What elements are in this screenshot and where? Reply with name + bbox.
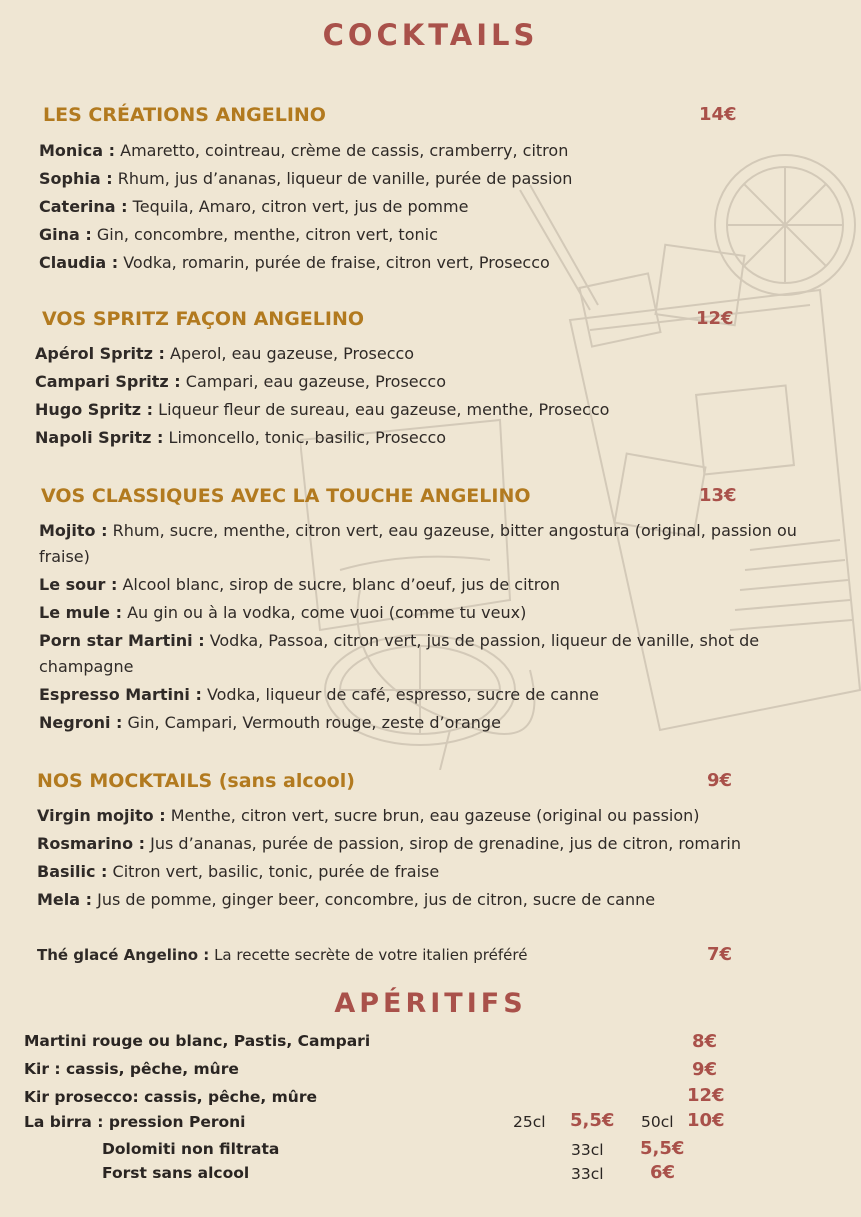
beer-size: 33cl xyxy=(571,1165,604,1183)
list-item: Gina : Gin, concombre, menthe, citron vert, tonic xyxy=(39,225,438,244)
section-price-creations: 14€ xyxy=(699,104,737,125)
section-title-mocktails: NOS MOCKTAILS (sans alcool) xyxy=(37,770,355,792)
list-item: Apérol Spritz : Aperol, eau gazeuse, Prosecco xyxy=(35,344,415,363)
list-item: Sophia : Rhum, jus d’ananas, liqueur de vanille, purée de passion xyxy=(39,169,573,188)
aperitif-item: Kir prosecco: cassis, pêche, mûre xyxy=(24,1088,318,1106)
section-price-mocktails: 9€ xyxy=(707,770,733,791)
birra-price-25: 5,5€ xyxy=(570,1110,615,1131)
birra-label: La birra : pression Peroni xyxy=(24,1113,246,1131)
aperitif-price: 9€ xyxy=(692,1059,718,1080)
list-item: Virgin mojito : Menthe, citron vert, sucre brun, eau gazeuse (original ou passion) xyxy=(37,806,700,825)
list-item: Le mule : Au gin ou à la vodka, come vuoi (comme tu veux) xyxy=(39,603,527,622)
list-item: Campari Spritz : Campari, eau gazeuse, Prosecco xyxy=(35,372,447,391)
list-item: Porn star Martini : Vodka, Passoa, citron vert, jus de passion, liqueur de vanille, shot de champagne xyxy=(39,631,760,676)
list-item: Claudia : Vodka, romarin, purée de fraise, citron vert, Prosecco xyxy=(39,253,550,272)
page-title-aperitifs: APÉRITIFS xyxy=(334,988,527,1019)
beer-price: 6€ xyxy=(650,1162,676,1183)
the-glace-price: 7€ xyxy=(707,944,733,965)
aperitif-price: 12€ xyxy=(687,1085,725,1106)
list-item: Negroni : Gin, Campari, Vermouth rouge, zeste d’orange xyxy=(39,713,501,732)
beer-price: 5,5€ xyxy=(640,1138,685,1159)
aperitif-item: Kir : cassis, pêche, mûre xyxy=(24,1060,239,1078)
aperitif-item: Martini rouge ou blanc, Pastis, Campari xyxy=(24,1032,371,1050)
section-title-classiques: VOS CLASSIQUES AVEC LA TOUCHE ANGELINO xyxy=(41,485,531,507)
section-title-spritz: VOS SPRITZ FAÇON ANGELINO xyxy=(42,308,365,330)
list-item: Hugo Spritz : Liqueur fleur de sureau, eau gazeuse, menthe, Prosecco xyxy=(35,400,610,419)
beer-item: Dolomiti non filtrata xyxy=(102,1140,280,1158)
list-item: Basilic : Citron vert, basilic, tonic, purée de fraise xyxy=(37,862,440,881)
beer-size: 33cl xyxy=(571,1141,604,1159)
list-item: Napoli Spritz : Limoncello, tonic, basilic, Prosecco xyxy=(35,428,447,447)
birra-price-50: 10€ xyxy=(687,1110,725,1131)
the-glace-item: Thé glacé Angelino : La recette secrète de votre italien préféré xyxy=(37,946,528,964)
section-title-creations: LES CRÉATIONS ANGELINO xyxy=(43,104,326,126)
list-item: Espresso Martini : Vodka, liqueur de café, espresso, sucre de canne xyxy=(39,685,599,704)
birra-size-50: 50cl xyxy=(641,1113,674,1131)
beer-item: Forst sans alcool xyxy=(102,1164,250,1182)
section-price-classiques: 13€ xyxy=(699,485,737,506)
birra-size-25: 25cl xyxy=(513,1113,546,1131)
list-item: Caterina : Tequila, Amaro, citron vert, jus de pomme xyxy=(39,197,469,216)
list-item: Le sour : Alcool blanc, sirop de sucre, blanc d’oeuf, jus de citron xyxy=(39,575,560,594)
list-item: Mojito : Rhum, sucre, menthe, citron vert, eau gazeuse, bitter angostura (original, passion ou fraise) xyxy=(39,521,797,566)
list-item: Monica : Amaretto, cointreau, crème de cassis, cramberry, citron xyxy=(39,141,569,160)
list-item: Mela : Jus de pomme, ginger beer, concombre, jus de citron, sucre de canne xyxy=(37,890,656,909)
page-title-cocktails: COCKTAILS xyxy=(322,18,539,52)
section-price-spritz: 12€ xyxy=(696,308,734,329)
aperitif-price: 8€ xyxy=(692,1031,718,1052)
list-item: Rosmarino : Jus d’ananas, purée de passion, sirop de grenadine, jus de citron, romarin xyxy=(37,834,741,853)
